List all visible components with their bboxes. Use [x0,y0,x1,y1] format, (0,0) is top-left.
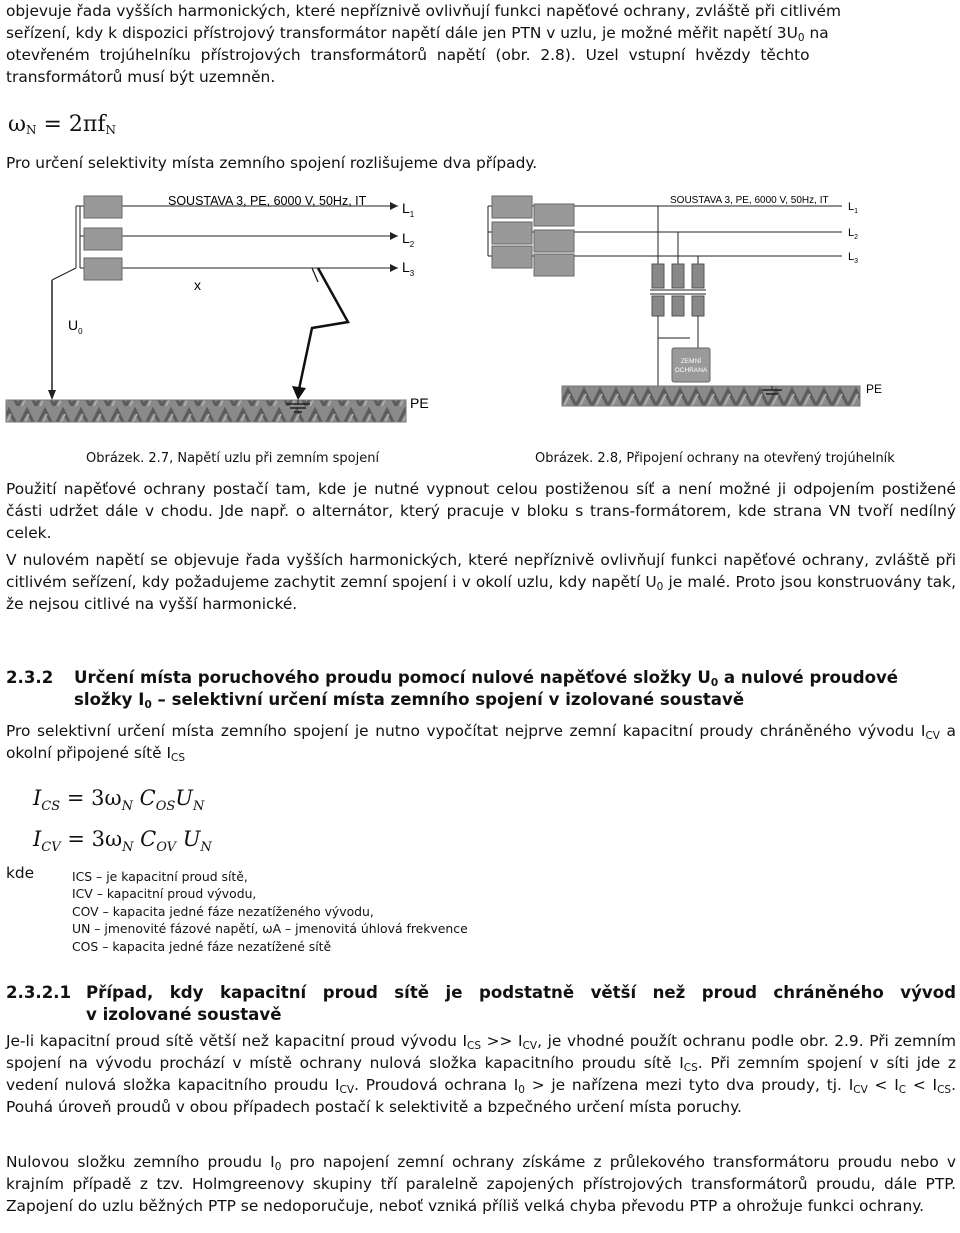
fig1-x-label: x [194,277,201,293]
paragraph-case-description: Je-li kapacitní proud sítě větší než kapacitní proud vývodu $I_{CS} >> I_{CV}$, je vhodné použít ochranu podle obr. 2.9. Při zemním spojení na vývodu prochází v místě ochrany nulová složka kapacitního proudu sítě $I_{CS}$. Při zemním spojení v síti jde z vedení nulová složka kapacitního proudu $I_{CV}$. Proudová ochrana $I_0$ > je nařízena mezi tyto dva proudy, tj. $I_{CV} < I_C < I_{CS}$. Pouhá úroveň proudů v obou případech postačí k selektivitě a bzpečného určení místa poruchy. [6,1032,956,1116]
section-heading-2-3-2: 2.3.2 Určení místa poruchového proudu pomocí nulové napěťové složky $U_0$ a nulové proudové složky $I_0$ – selektivní určení místa zemního spojení v izolované soustavě [6,668,899,711]
fig1-pe-label: PE [410,395,429,411]
fig2-l1: $L_1$ [848,201,859,215]
fig1-l2: $L_2$ [402,230,415,249]
fig2-l2: $L_2$ [848,227,859,241]
fig2-system-label: SOUSTAVA 3, PE, 6000 V, 50Hz, IT [670,195,829,206]
definition-item: ICV – kapacitní proud vývodu, [72,886,257,902]
section-heading-2-3-2-1: 2.3.2.1 Případ, kdy kapacitní proud sítě je podstatně větší než proud chráněného vývod v izolované soustavě [6,983,956,1024]
definition-item: ICS – je kapacitní proud sítě, [72,869,248,884]
definitions-list [72,868,468,955]
paragraph-zero-sequence: Nulovou složku zemního proudu $I_0$ pro napojení zemní ochrany získáme z průlekového transformátoru proudu nebo v krajním případě z tzv. Holmgreenovy skupiny tří paralelně zapojených přístrojových transformátorů proudu, dále PTP. Zapojení do uzlu běžných PTP se nedoporučuje, neboť vzniká příliš velká chyba převodu PTP a ohrožuje funkci ochrany. [6,1153,956,1215]
equation-icv: $I_{CV} = 3\omega_N$ $C_{OV}$ $U_N$ [33,827,212,855]
relay-label-1: ZEMNÍ [680,358,702,365]
definition-item: COS – kapacita jedné fáze nezatížené sítě [72,938,332,954]
equation-ics: $I_{CS} = 3\omega_N$ $C_{OS}U_N$ [33,786,205,814]
paragraph-harmonics: V nulovém napětí se objevuje řada vyšších harmonických, které nepříznivě ovlivňují funkci napěťové ochrany, zvláště při citlivém seřízení, kdy požadujeme zachytit zemní spojení i v okolí uzlu, kdy napětí $U_0$ je malé. Proto jsou konstruovány tak, že nejsou citlivé na vyšší harmonické. [6,551,956,613]
paragraph-voltage-protection: Použití napěťové ochrany postačí tam, kde je nutné vypnout celou postiženou síť a není možné ji odpojením postižené části udržet dále v chodu. Jde např. o alternátor, který pracuje v bloku s trans-formátorem, kde strana VN tvoří nedílný celek. [6,480,956,542]
fig1-u0-label: $U_0$ [68,317,83,336]
definition-item: UN – jmenovité fázové napětí, ωA – jmenovitá úhlová frekvence [72,921,468,937]
fig2-caption: Obrázek. 2.8, Připojení ochrany na otevřený trojúhelník [535,451,895,466]
fig2-l3: $L_3$ [848,251,859,265]
intro-line-4: transformátorů musí být uzemněn. [6,68,276,86]
fig1-l1: $L_1$ [402,200,415,219]
cases-line: Pro určení selektivity místa zemního spojení rozlišujeme dva případy. [6,154,538,172]
intro-line-1: objevuje řada vyšších harmonických, které nepříznivě ovlivňují funkci napěťové ochrany, zvláště při citlivém [6,2,841,20]
definition-item: COV – kapacita jedné fáze nezatíženého vývodu, [72,903,374,919]
fig1-system-label: SOUSTAVA 3, PE, 6000 V, 50Hz, IT [168,194,367,208]
fig1-l3: $L_3$ [402,259,415,278]
fig1-caption: Obrázek. 2.7, Napětí uzlu při zemním spojení [86,451,380,466]
intro-line-2: seřízení, kdy k dispozici přístrojový transformátor napětí dále jen PTN v uzlu, je možné měřit napětí $3U_0$ na [6,24,829,44]
figure-2-8-diagram [480,186,960,416]
paragraph-capacitive-currents: Pro selektivní určení místa zemního spojení je nutno vypočítat nejprve zemní kapacitní proudy chráněného vývodu $I_{CV}$ a okolní připojené sítě $I_{CS}$ [6,722,956,764]
kde-label: kde [6,864,35,882]
intro-line-3: otevřeném trojúhelníku přístrojových transformátorů napětí (obr. 2.8). Uzel vstupní hvězdy těchto [6,46,810,64]
omega-formula: $\omega_N = 2\pi f_N$ [8,112,116,137]
figure-2-7-diagram [0,186,480,436]
fig2-pe-label: PE [866,382,883,396]
relay-label-2: OCHRANA [674,367,708,374]
